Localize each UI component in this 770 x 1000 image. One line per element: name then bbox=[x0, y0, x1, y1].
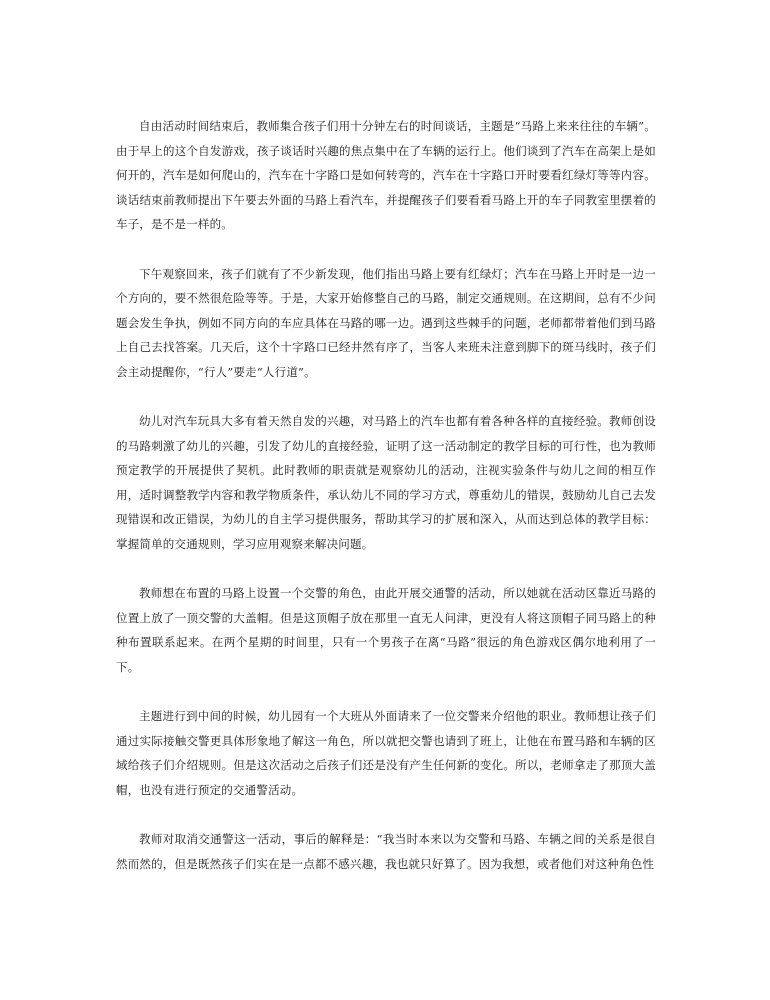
document-body bbox=[116, 114, 656, 901]
paragraph-4: 教师想在布置的马路上设置一个交警的角色，由此开展交通警的活动，所以她就在活动区靠近马路的位置上放了一顶交警的大盖帽。但是这顶帽子放在那里一直无人问津，更没有人将这顶帽子同马路上的种种布置联系起来。在两个星期的时间里，只有一个男孩子在离“马路”很远的角色游戏区偶尔地利用了一下。 bbox=[116, 586, 656, 674]
paragraph-1: 自由活动时间结束后，教师集合孩子们用十分钟左右的时间谈话，主题是“马路上来来往往的车辆”。由于早上的这个自发游戏，孩子谈话时兴趣的焦点集中在了车辆的运行上。他们谈到了汽车在高架上是如何开的，汽车是如何爬山的，汽车在十字路口是如何转弯的，汽车在十字路口开时要看红绿灯等等内容。谈话结束前教师提出下午要去外面的马路上看汽车，并提醒孩子们要看看马路上开的车子同教室里摆着的车子，是不是一样的。 bbox=[116, 119, 656, 231]
paragraph-3: 幼儿对汽车玩具大多有着天然自发的兴趣，对马路上的汽车也都有着各种各样的直接经验。教师创设的马路刺激了幼儿的兴趣，引发了幼儿的直接经验，证明了这一活动制定的教学目标的可行性，也为教师预定教学的开展提供了契机。此时教师的职责就是观察幼儿的活动，注视实验条件与幼儿之间的相互作用，适时调整教学内容和教学物质条件，承认幼儿不同的学习方式，尊重幼儿的错误，鼓励幼儿自己去发现错误和改正错误，为幼儿的自主学习提供服务，帮助其学习的扩展和深入，从而达到总体的教学目标：掌握简单的交通规则，学习应用观察来解决问题。 bbox=[116, 414, 656, 551]
paragraph-2: 下午观察回来，孩子们就有了不少新发现，他们指出马路上要有红绿灯；汽车在马路上开时是一边一个方向的，要不然很危险等等。于是，大家开始修整自己的马路，制定交通规则。在这期间，总有不少问题会发生争执，例如不同方向的车应具体在马路的哪一边。遇到这些棘手的问题，老师都带着他们到马路上自己去找答案。几天后，这个十字路口已经井然有序了，当客人来班未注意到脚下的斑马线时，孩子们会主动提醒你，“行人”要走“人行道”。 bbox=[116, 266, 656, 379]
paragraph-5: 主题进行到中间的时候，幼儿园有一个大班从外面请来了一位交警来介绍他的职业。教师想让孩子们通过实际接触交警更具体形象地了解这一角色，所以就把交警也请到了班上，让他在布置马路和车辆的区域给孩子们介绍规则。但是这次活动之后孩子们还是没有产生任何新的变化。所以，老师拿走了那顶大盖帽，也没有进行预定的交通警活动。 bbox=[116, 709, 656, 797]
paragraph-6: 教师对取消交通警这一活动，事后的解释是：“我当时本来以为交警和马路、车辆之间的关系是很自然而然的，但是既然孩子们实在是一点都不感兴趣，我也就只好算了。因为我想，或者他们对这种角色性 bbox=[116, 832, 656, 871]
